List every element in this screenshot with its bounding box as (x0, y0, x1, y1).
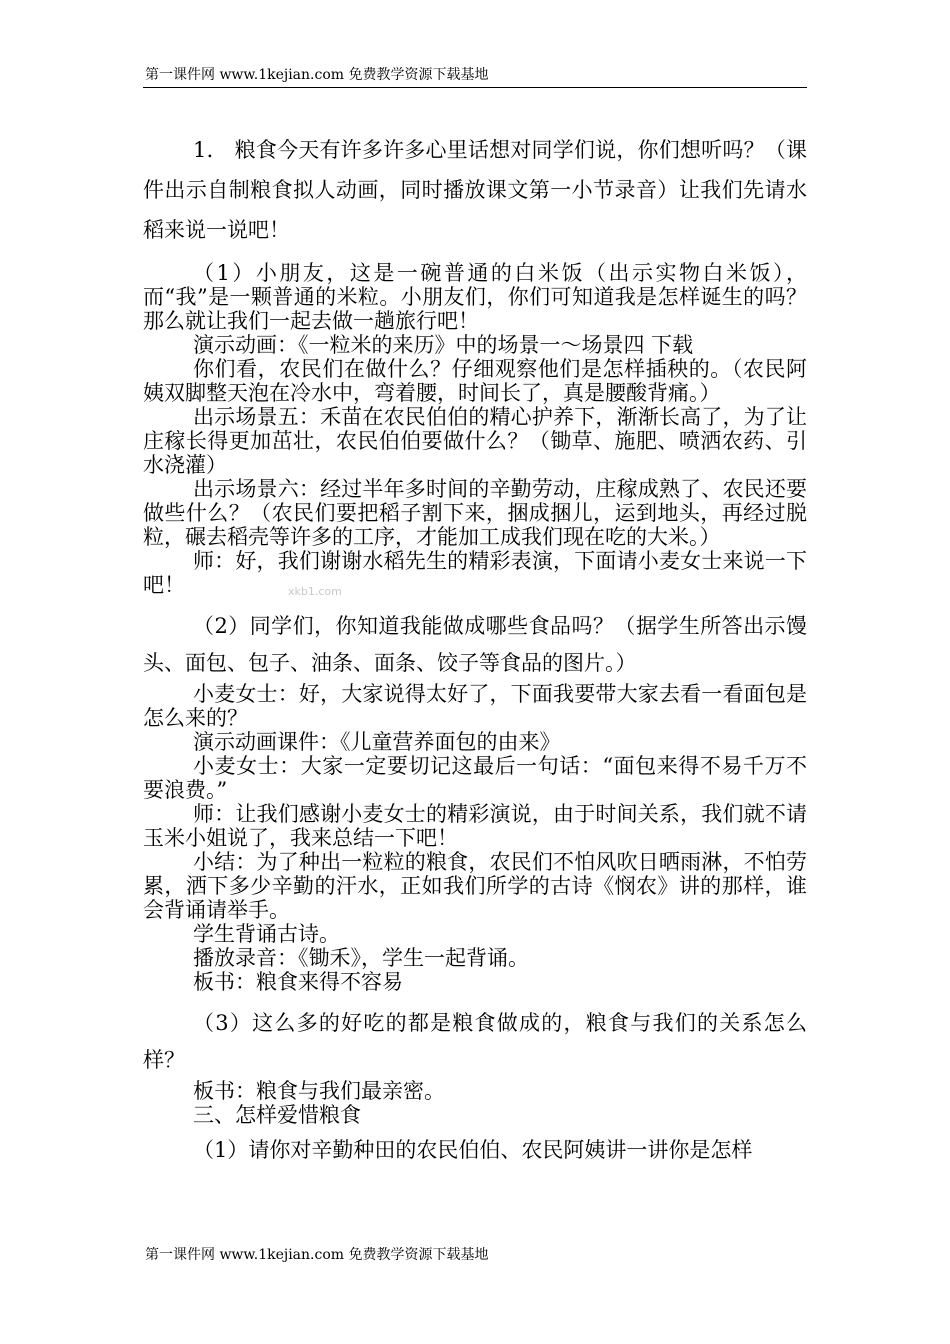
document-body (143, 130, 807, 1162)
paragraph-6: 出示场景六：经过半年多时间的辛勤劳动，庄稼成熟了、农民还要做些什么？（农民们要把稻子割下来，捆成捆儿，运到地头，再经过脱粒，碾去稻壳等许多的工序，才能加工成我们现在吃的大米。） (143, 477, 807, 549)
paragraph-14: 学生背诵古诗。 (193, 922, 340, 946)
header-rule (143, 87, 807, 88)
paragraph-11: 小麦女士：大家一定要切记这最后一句话：“面包来得不易千万不要浪费。” (143, 754, 807, 802)
paragraph-12: 师：让我们感谢小麦女士的精彩演说，由于时间关系，我们就不请玉米小姐说了，我来总结一下吧！ (143, 802, 807, 850)
paragraph-8: （2）同学们，你知道我能做成哪些食品吗？（据学生所答出示馒头、面包、包子、油条、面条、饺子等食品的图片。） (143, 614, 807, 675)
paragraph-18: 板书：粮食与我们最亲密。 (193, 1079, 445, 1103)
page-footer: 第一课件网 www.1kejian.com 免费教学资源下载基地 (145, 1247, 489, 1263)
paragraph-9: 小麦女士：好，大家说得太好了，下面我要带大家去看一看面包是怎么来的？ (143, 682, 807, 730)
paragraph-17: （3）这么多的好吃的都是粮食做成的，粮食与我们的关系怎么样？ (143, 1011, 807, 1072)
watermark-text: xkb1.com (288, 585, 342, 598)
paragraph-20: （1）请你对辛勤种田的农民伯伯、农民阿姨讲一讲你是怎样 (193, 1138, 753, 1162)
paragraph-10: 演示动画课件：《儿童营养面包的由来》 (193, 730, 561, 754)
paragraph-2: （1）小朋友，这是一碗普通的白米饭（出示实物白米饭），而“我”是一颗普通的米粒。小朋友们，你们可知道我是怎样诞生的吗？那么就让我们一起去做一趟旅行吧！ (143, 261, 807, 333)
paragraph-4: 你们看，农民们在做什么？仔细观察他们是怎样插秧的。（农民阿姨双脚整天泡在冷水中，弯着腰，时间长了，真是腰酸背痛。） (143, 357, 807, 405)
page-header: 第一课件网 www.1kejian.com 免费教学资源下载基地 (145, 67, 489, 83)
paragraph-5: 出示场景五：禾苗在农民伯伯的精心护养下，渐渐长高了，为了让庄稼长得更加茁壮，农民伯伯要做什么？（锄草、施肥、喷洒农药、引水浇灌） (143, 405, 807, 477)
paragraph-3: 演示动画：《一粒米的来历》中的场景一～场景四 下载 (193, 333, 694, 357)
paragraph-13: 小结：为了种出一粒粒的粮食，农民们不怕风吹日晒雨淋，不怕劳累，洒下多少辛勤的汗水，正如我们所学的古诗《悯农》讲的那样，谁会背诵请举手。 (143, 850, 807, 922)
paragraph-1: 1． 粮食今天有许多许多心里话想对同学们说，你们想听吗？（课件出示自制粮食拟人动画，同时播放课文第一小节录音）让我们先请水稻来说一说吧！ (143, 138, 807, 242)
paragraph-19: 三、怎样爱惜粮食 (193, 1103, 361, 1127)
paragraph-15: 播放录音：《锄禾》，学生一起背诵。 (193, 946, 529, 970)
paragraph-7: 师：好，我们谢谢水稻先生的精彩表演，下面请小麦女士来说一下吧！ (143, 549, 807, 597)
paragraph-16: 板书：粮食来得不容易 (193, 970, 403, 994)
